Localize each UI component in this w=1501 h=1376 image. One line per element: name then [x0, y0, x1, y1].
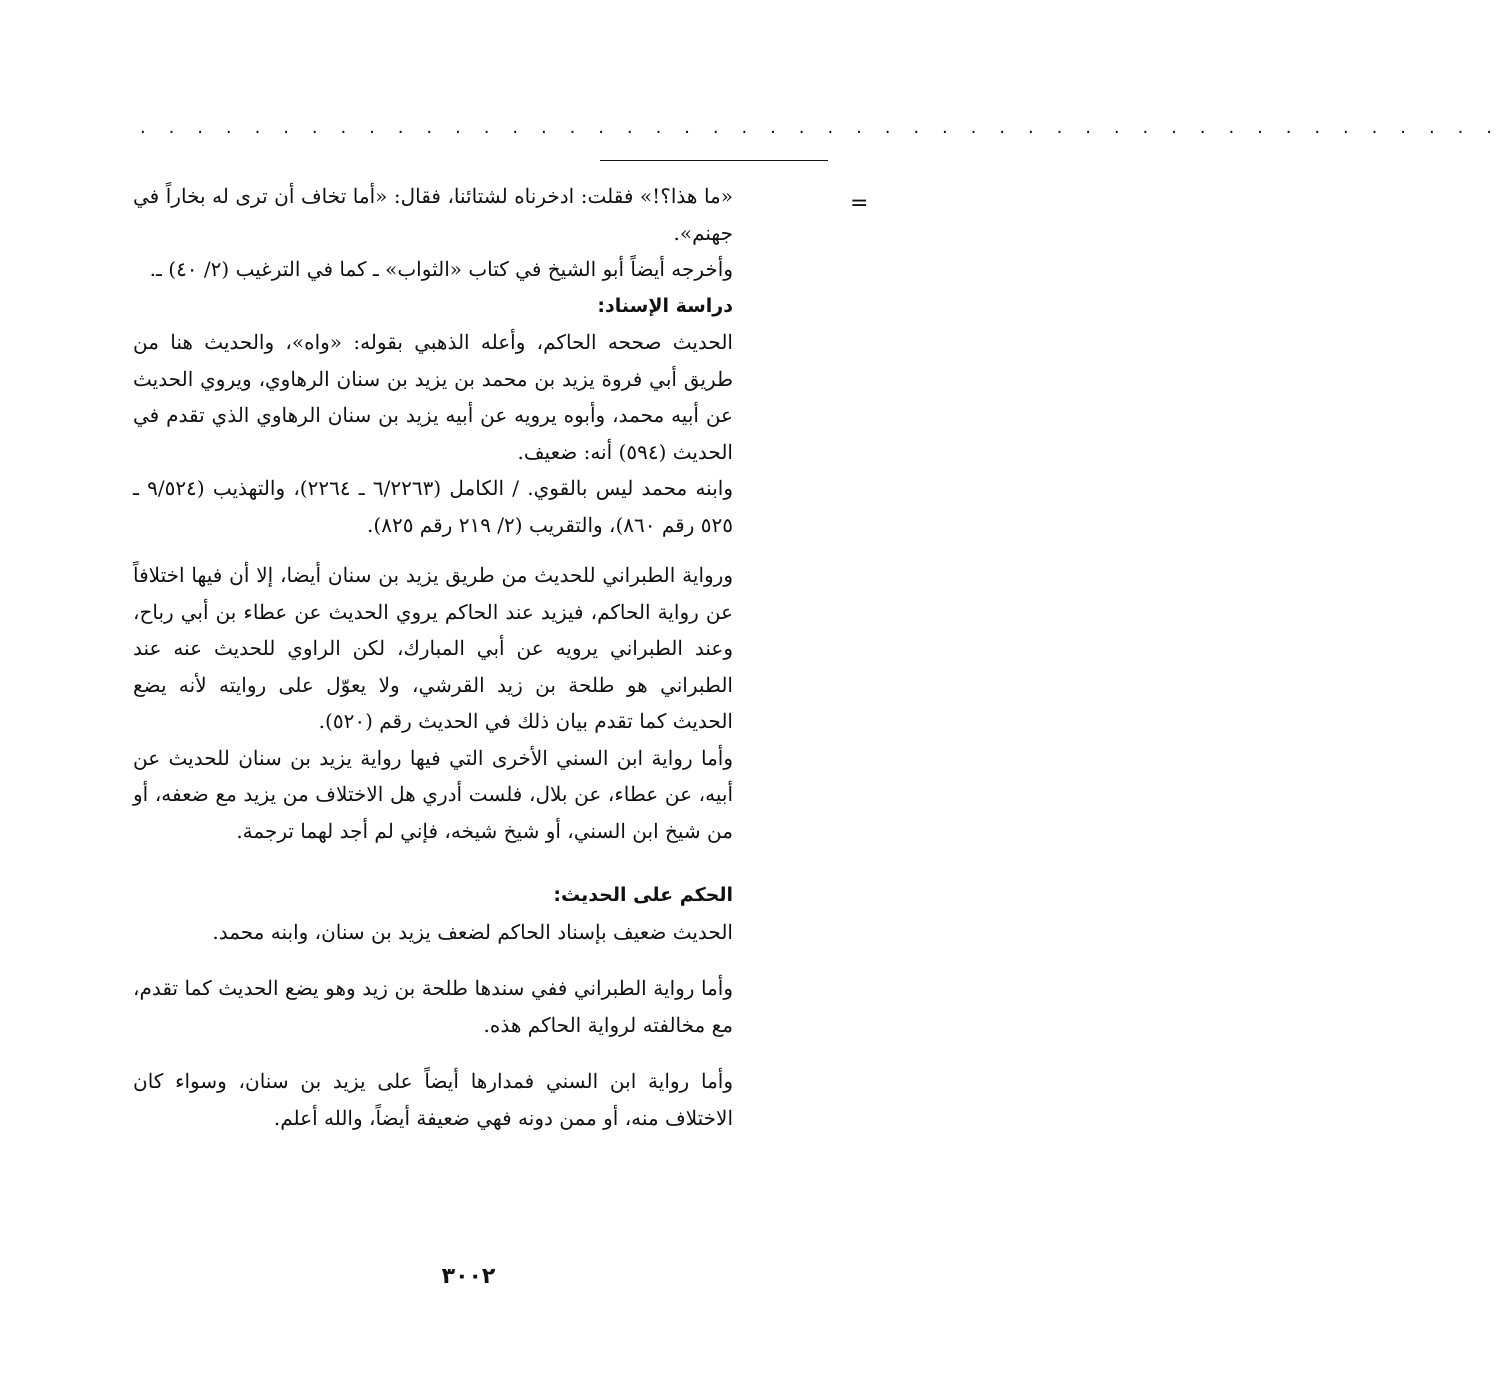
paragraph-8: وأما رواية الطبراني ففي سندها طلحة بن زيد وهو يضع الحديث كما تقدم، مع مخالفته لرواية الحاكم هذه. — [133, 976, 733, 1037]
paragraph-6: وأما رواية ابن السني الأخرى التي فيها رواية يزيد بن سنان للحديث عن أبيه، عن عطاء، عن بلال، فلست أدري هل الاختلاف من يزيد مع ضعفه، أو من شيخ ابن السني، أو شيخ شيخه، فإني لم أجد لهما ترجمة. — [133, 745, 733, 843]
footnote-rule — [600, 160, 828, 161]
page-text — [133, 178, 733, 1136]
continuation-mark: = — [850, 191, 869, 216]
paragraph-7: الحديث ضعيف بإسناد الحاكم لضعف يزيد بن سنان، وابنه محمد. — [212, 919, 733, 944]
paragraph-5: ورواية الطبراني للحديث من طريق يزيد بن سنان أيضا، إلا أن فيها اختلافاً عن رواية الحاكم، فيزيد عند الحاكم يروي الحديث عن عطاء بن أبي رباح، وعند الطبراني يرويه عن أبي المبارك، لكن الراوي للحديث عنه عند الطبراني هو طلحة بن زيد القرشي، ولا يعوّل على روايته لأنه يضع الحديث كما تقدم بيان ذلك في الحديث رقم (٥٢٠). — [133, 563, 733, 733]
paragraph-3: الحديث صححه الحاكم، وأعله الذهبي بقوله: «واه»، والحديث هنا من طريق أبي فروة يزيد بن محمد بن يزيد بن سنان الرهاوي، ويروي الحديث عن أبيه محمد، وأبوه يرويه عن أبيه يزيد بن سنان الرهاوي الذي تقدم في الحديث (٥٩٤) أنه: ضعيف. — [133, 330, 733, 464]
paragraph-4: وابنه محمد ليس بالقوي. / الكامل (٦/٢٢٦٣ ـ ٢٢٦٤)، والتهذيب (٩/٥٢٤ ـ ٥٢٥ رقم ٨٦٠)، والتقريب (٢/ ٢١٩ رقم ٨٢٥). — [133, 476, 733, 537]
section-heading-isnad: دراسة الإسناد: — [597, 294, 733, 317]
section-heading-ruling: الحكم على الحديث: — [553, 884, 733, 906]
paragraph-9: وأما رواية ابن السني فمدارها أيضاً على يزيد بن سنان، وسواء كان الاختلاف منه، أو ممن دونه فهي ضعيفة أيضاً، والله أعلم. — [133, 1069, 733, 1130]
dotted-separator: . . . . . . . . . . . . . . . . . . . . . . . . . . . . . . . . . . . . . . . . . . . . . . . . — [140, 117, 1501, 138]
page-number: ٣٠٠٢ — [441, 1264, 496, 1289]
paragraph-2: وأخرجه أيضاً أبو الشيخ في كتاب «الثواب» ـ كما في الترغيب (٢/ ٤٠) ـ. — [149, 257, 733, 281]
paragraph-1: «ما هذا؟!» فقلت: ادخرناه لشتائنا، فقال: «أما تخاف أن ترى له بخاراً في جهنم». — [133, 184, 733, 245]
